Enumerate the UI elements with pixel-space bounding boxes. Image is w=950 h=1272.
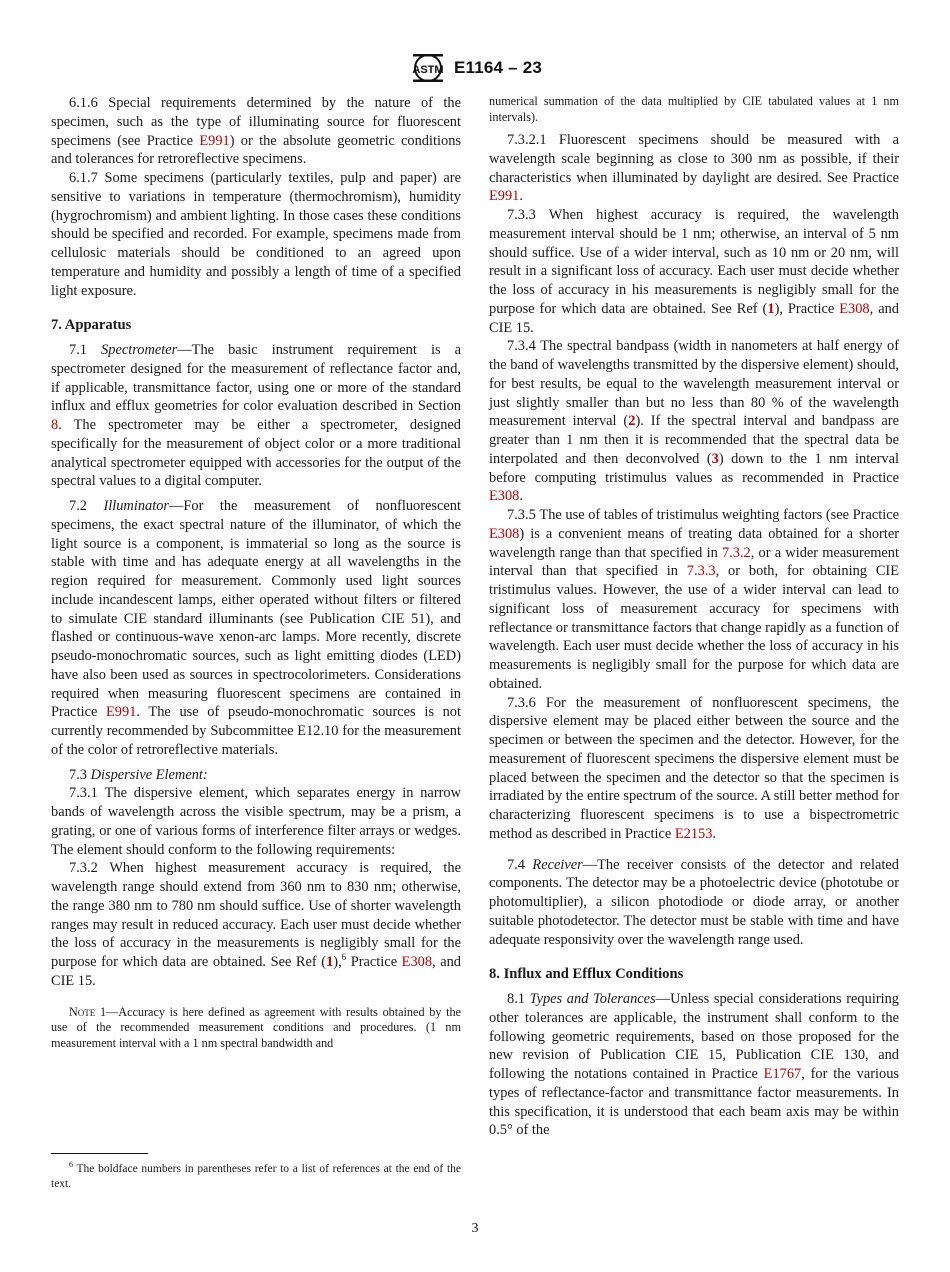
link-7-3-2[interactable]: 7.3.2: [721, 544, 751, 561]
footnote-marker[interactable]: 6: [341, 952, 347, 963]
link-e2153[interactable]: E2153: [674, 825, 713, 842]
paragraph-7-3-5: 7.3.5 The use of tables of tristimulus weighting factors (see Practice E308) is a convenient means of treating data obtained for a shorter wavelength range than that specified in 7.3.2, or a wider measurement interval than that specified in 7.3.3, or both, for obtaining CIE tristimulus values. However, the use of a wider interval can lead to significant loss of measurement accuracy for specimens with reflectance or transmittance factors that change rapidly as a function of wavelength. Each user must decide whether the loss of accuracy in his measurements is negligibly small for the purpose for which data are obtained.: [489, 507, 900, 692]
reference-1-link[interactable]: 1: [326, 954, 334, 970]
link-7-3-3[interactable]: 7.3.3: [686, 563, 716, 580]
link-e991[interactable]: E991: [199, 132, 230, 149]
document-designation: E1164 – 23: [453, 58, 543, 77]
link-e991[interactable]: E991: [106, 704, 137, 721]
section-heading-apparatus: 7. Apparatus: [51, 317, 132, 334]
section-heading-influx-efflux: 8. Influx and Efflux Conditions: [489, 966, 684, 983]
footnote-6: $^6$ The boldface numbers in parentheses refer to a list of references at the end of the text.: [51, 1160, 461, 1190]
link-e308[interactable]: E308: [489, 488, 520, 505]
link-e1767[interactable]: E1767: [763, 1066, 802, 1082]
paragraph-7-2: 7.2 Illuminator—For the measurement of nonfluorescent specimens, the exact spectral nature of the illuminator, of which the light source is a component, is immaterial so long as the source is stable with time and has adequate energy at all wavelengths in the region required for measurement. Commonly used light sources include incandescent lamps, either operated without filters or filtered to simulate CIE standard illuminants (see Publication CIE 51), and flashed or continuous-wave xenon-arc lamps. More recently, discrete pseudo-monochromatic sources, such as light emitting diodes (LED) have also been used as sources in spectrocolorimeters. Considerations required when measuring fluorescent specimens are contained in Practice E991. The use of pseudo-monochromatic sources is not currently recommended by Subcommittee E12.10 for the measurement of the color of retroreflective materials.: [51, 498, 461, 758]
left-column: [51, 94, 461, 1051]
link-section-8[interactable]: 8: [51, 417, 59, 433]
page-number: 3: [471, 1221, 479, 1236]
page-header: [0, 50, 950, 86]
link-e991[interactable]: E991: [489, 188, 520, 205]
footnote-divider: [51, 1153, 148, 1154]
paragraph-7-3-2-1: 7.3.2.1 Fluorescent specimens should be measured with a wavelength scale beginning as close to 300 nm as possible, if their characteristics when illuminated by daylight are desired. See Practice E991.: [489, 132, 899, 205]
paragraph-6-1-7: 6.1.7 Some specimens (particularly textiles, pulp and paper) are sensitive to variations in temperature (thermochromism), humidity (hygrochromism) and ambient lighting. In those cases these conditions should be specified and recorded. For example, specimens made from cellulosic materials should be conditioned to an agreed upon temperature and humidity and possibly a length of time of a specified light exposure.: [51, 170, 461, 299]
paragraph-7-3: 7.3 Dispersive Element:: [69, 766, 208, 783]
paragraph-6-1-6: 6.1.6 Special requirements determined by the nature of the specimen, such as the type of illuminating source for fluorescent specimens (see Practice E991) or the absolute geometric conditions and tolerances for retroreflective specimens.: [51, 95, 461, 168]
link-e308[interactable]: E308: [401, 954, 433, 970]
reference-3-link[interactable]: 3: [711, 450, 719, 467]
link-e308[interactable]: E308: [839, 300, 870, 317]
right-column: [489, 94, 899, 1140]
paragraph-7-4: 7.4 Receiver—The receiver consists of the detector and related components. The detector may be a photoelectric device (phototube or photomultiplier), a silicon photodiode or diode array, or another suitable photodetector. The detector must be stable with time and have adequate responsivity over the wavelength range used.: [489, 856, 899, 948]
astm-logo-icon: [408, 51, 448, 85]
paragraph-7-3-4: 7.3.4 The spectral bandpass (width in nanometers at half energy of the band of wavelengths transmitted by the dispersive element) should, for best results, be equal to the wavelength measurement interval or just slightly smaller than but no less than 80 % of the wavelength measurement interval (2). If the spectral interval and bandpass are greater than 1 nm then it is recommended that the spectral data be interpolated and then deconvolved (3) down to the 1 nm interval before computing tristimulus values as recommended in Practice E308.: [489, 338, 900, 505]
paragraph-7-3-6: 7.3.6 For the measurement of nonfluorescent specimens, the dispersive element may be placed either between the source and the specimen or between the specimen and the detector. However, for the measurement of fluorescent specimens the dispersive element must be placed between the specimen and the detector so that the specimen is irradiated by the entire spectrum of the source. A still better method for characterizing fluorescent specimens is to use a bispectrometric method as described in Practice E2153.: [489, 694, 899, 842]
paragraph-7-3-3: 7.3.3 When highest accuracy is required, the wavelength measurement interval should be 1 nm; otherwise, an interval of 5 nm should suffice. Use of a wider interval, such as 10 nm or 20 nm, will result in a significant loss of accuracy. Each user must decide whether the loss of accuracy in his measurements is negligibly small for the purpose for which data are obtained. See Ref (1), Practice E308, and CIE 15.: [489, 207, 899, 336]
paragraph-7-3-2: 7.3.2 When highest measurement accuracy is required, the wavelength range should extend from 360 nm to 830 nm; otherwise, the range 380 nm to 780 nm should suffice. Use of shorter wavelength ranges may result in reduced accuracy. Each user must decide whether the loss of accuracy in the measurements is negligibly small for the purpose for which data are obtained. See Ref (1),$^6$ Practice E308, and CIE 15.: [51, 860, 461, 989]
paragraph-7-3-1: 7.3.1 The dispersive element, which separates energy in narrow bands of wavelength across the visible spectrum, may be a prism, a grating, or one of various forms of interference filter arrays or wedges. The element should conform to the following requirements:: [51, 785, 461, 858]
link-e308[interactable]: E308: [489, 525, 520, 542]
note-1-continued: numerical summation of the data multiplied by CIE tabulated values at 1 nm intervals).: [489, 94, 899, 124]
note-1: Note 1—Accuracy is here defined as agreement with results obtained by the use of the recommended measurement conditions and procedures. (1 nm measurement interval with a 1 nm spectral bandwidth and: [51, 1004, 462, 1050]
paragraph-7-1: 7.1 Spectrometer—The basic instrument requirement is a spectrometer designed for the measurement of reflectance factor and, if applicable, transmittance factor, using one or more of the standard influx and efflux geometries for color evaluation described in Section 8. The spectrometer may be either a spectrometer, designed specifically for the measurement of object color or a more traditional analytical spectrometer equipped with accessories for the output of the spectral values to a digital computer.: [51, 342, 461, 490]
reference-1-link[interactable]: 1: [767, 300, 775, 317]
svg-text:ASTM: ASTM: [412, 64, 444, 76]
paragraph-8-1: 8.1 Types and Tolerances—Unless special considerations requiring other tolerances are applicable, the instrument shall conform to the following geometric requirements, based on those proposed for the new revision of Publication CIE 15, Publication CIE 130, and following the notations contained in Practice E1767, for the various types of reflectance-factor and transmittance factor measurements. In this specification, it is understood that each beam axis may be within 0.5° of the: [489, 991, 899, 1139]
reference-2-link[interactable]: 2: [628, 413, 636, 430]
